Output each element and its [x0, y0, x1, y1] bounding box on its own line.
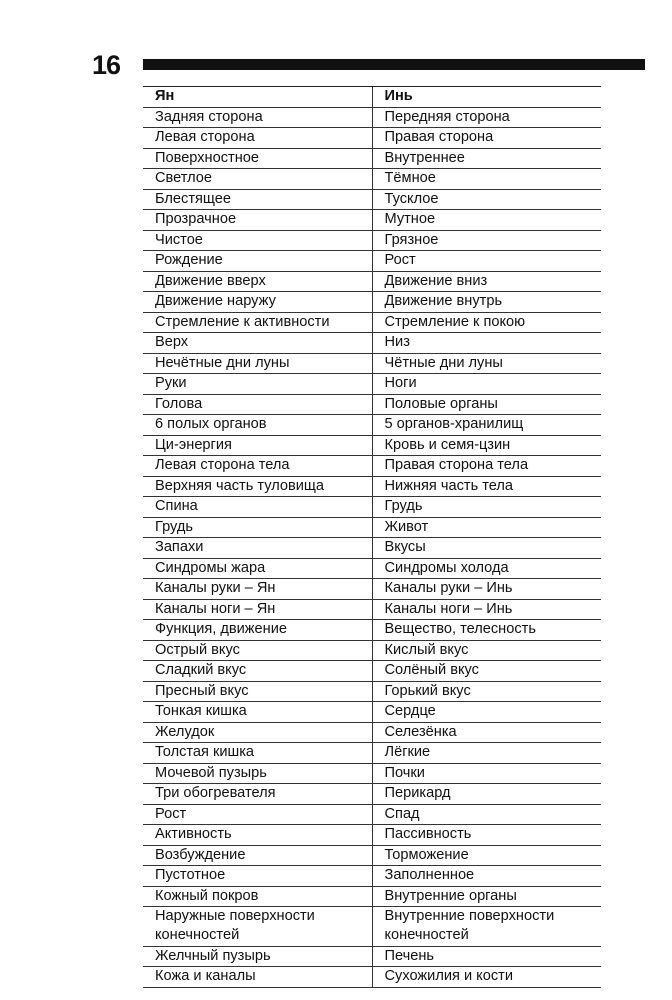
- table-row: [143, 805, 601, 826]
- cell-yang: Нечётные дни луны: [143, 354, 373, 374]
- table-row: [143, 661, 601, 682]
- cell-yin: Сердце: [384, 703, 436, 719]
- cell-yang: Три обогревателя: [143, 784, 373, 804]
- cell-yin: Солёный вкус: [384, 662, 479, 678]
- cell-yang: Поверхностное: [143, 149, 373, 169]
- cell-yang: Пресный вкус: [143, 682, 373, 702]
- cell-yin: Каналы ноги – Инь: [384, 600, 513, 617]
- cell-yang: Острый вкус: [143, 641, 373, 661]
- table-row: [143, 967, 601, 988]
- cell-yang: Левая сторона тела: [143, 456, 373, 476]
- cell-yin: Лёгкие: [384, 744, 431, 760]
- cell-yang: Пустотное: [143, 866, 373, 886]
- cell-yang: Рождение: [143, 251, 373, 271]
- cell-yang: Желудок: [143, 723, 373, 743]
- table-row: [143, 846, 601, 867]
- cell-yang: Руки: [143, 374, 373, 394]
- table-row: [143, 723, 601, 744]
- cell-yin: Торможение: [384, 846, 469, 863]
- yin-yang-table: [143, 86, 601, 988]
- table-row: [143, 641, 601, 662]
- cell-yang: Движение наружу: [143, 292, 373, 312]
- table-row: [143, 190, 601, 211]
- table-row: [143, 292, 601, 313]
- table-row: [143, 169, 601, 190]
- cell-yin: Грязное: [384, 231, 439, 248]
- table-row: [143, 395, 601, 416]
- cell-yin: Передняя сторона: [384, 108, 510, 125]
- cell-yin: Пассивность: [384, 826, 472, 842]
- cell-yin: Перикард: [384, 785, 451, 801]
- table-row: [143, 272, 601, 293]
- cell-yang: Кожа и каналы: [143, 967, 373, 987]
- cell-yang: Синдромы жара: [143, 559, 373, 579]
- cell-yang: Тонкая кишка: [143, 702, 373, 722]
- cell-yang: Движение вверх: [143, 272, 373, 292]
- cell-yang: Стремление к активности: [143, 313, 373, 333]
- cell-yin: Внутренние органы: [384, 887, 517, 904]
- table-row: [143, 210, 601, 231]
- cell-yang: Возбуждение: [143, 846, 373, 866]
- cell-yang: Каналы руки – Ян: [143, 579, 373, 599]
- cell-yin: Грудь: [384, 498, 423, 514]
- cell-yang: Толстая кишка: [143, 743, 373, 763]
- cell-yang: Желчный пузырь: [143, 947, 373, 967]
- cell-yin: Почки: [384, 764, 425, 781]
- cell-yin: Мутное: [384, 211, 436, 227]
- table-row: [143, 497, 601, 518]
- table-row: [143, 866, 601, 887]
- cell-yin: Кислый вкус: [384, 641, 469, 658]
- cell-yang: Сладкий вкус: [143, 661, 373, 681]
- cell-yang: Запахи: [143, 538, 373, 558]
- cell-yin: Чётные дни луны: [384, 354, 503, 371]
- cell-yang: Рост: [143, 805, 373, 825]
- table-row: [143, 743, 601, 764]
- cell-yang: Задняя сторона: [143, 108, 373, 128]
- table-header-row: [143, 87, 601, 108]
- table-row: [143, 128, 601, 149]
- cell-yin: Ноги: [384, 375, 417, 391]
- cell-yang: Функция, движение: [143, 620, 373, 640]
- table-row: [143, 333, 601, 354]
- table-row: [143, 600, 601, 621]
- cell-yang: Кожный покров: [143, 887, 373, 907]
- cell-yin: Правая сторона тела: [384, 457, 529, 473]
- cell-yang: Ци-энергия: [143, 436, 373, 456]
- table-row: [143, 784, 601, 805]
- cell-yin: Печень: [384, 947, 435, 964]
- cell-yin: Вещество, телесность: [384, 621, 536, 637]
- table-row: [143, 149, 601, 170]
- header-yang: Ян: [143, 87, 373, 107]
- table-row: [143, 947, 601, 968]
- table-row: [143, 436, 601, 457]
- cell-yin: Тусклое: [384, 190, 439, 207]
- table-row: [143, 251, 601, 272]
- cell-yang: Левая сторона: [143, 128, 373, 148]
- cell-yin: Нижняя часть тела: [384, 477, 514, 494]
- cell-yin: Вкусы: [384, 539, 426, 555]
- cell-yin: Живот: [384, 518, 429, 535]
- table-row: [143, 415, 601, 436]
- table-row: [143, 579, 601, 600]
- table-row: [143, 313, 601, 334]
- header-yin: Инь: [384, 88, 413, 104]
- cell-yin: Спад: [384, 805, 420, 822]
- table-row: [143, 620, 601, 641]
- cell-yin: Рост: [384, 252, 416, 268]
- page-number: 16: [92, 50, 121, 80]
- table-row: [143, 907, 601, 947]
- cell-yin: Внутренние поверхности конечностей: [384, 908, 555, 943]
- cell-yin: Каналы руки – Инь: [384, 580, 513, 596]
- cell-yin: Тёмное: [384, 170, 436, 186]
- cell-yang: Грудь: [143, 518, 373, 538]
- table-row: [143, 374, 601, 395]
- cell-yang: Каналы ноги – Ян: [143, 600, 373, 620]
- cell-yin: Движение внутрь: [384, 293, 503, 309]
- cell-yang: Голова: [143, 395, 373, 415]
- cell-yin: Синдромы холода: [384, 559, 509, 576]
- cell-yin: Правая сторона: [384, 129, 494, 145]
- cell-yin: Внутреннее: [384, 149, 465, 166]
- cell-yin: Половые органы: [384, 395, 498, 412]
- cell-yin: Низ: [384, 334, 410, 350]
- cell-yang: Блестящее: [143, 190, 373, 210]
- table-row: [143, 354, 601, 375]
- cell-yin: Сухожилия и кости: [384, 968, 513, 984]
- table-row: [143, 887, 601, 908]
- table-row: [143, 559, 601, 580]
- cell-yang: Светлое: [143, 169, 373, 189]
- table-row: [143, 682, 601, 703]
- cell-yang: 6 полых органов: [143, 415, 373, 435]
- cell-yang: Наружные поверхности конечностей: [143, 907, 373, 946]
- table-row: [143, 108, 601, 129]
- table-row: [143, 477, 601, 498]
- cell-yin: Стремление к покою: [384, 313, 526, 330]
- cell-yang: Чистое: [143, 231, 373, 251]
- table-row: [143, 231, 601, 252]
- cell-yang: Мочевой пузырь: [143, 764, 373, 784]
- cell-yang: Спина: [143, 497, 373, 517]
- table-row: [143, 518, 601, 539]
- table-row: [143, 456, 601, 477]
- cell-yin: Заполненное: [384, 867, 475, 883]
- cell-yin: Селезёнка: [384, 723, 457, 740]
- cell-yang: Верх: [143, 333, 373, 353]
- cell-yin: Горький вкус: [384, 682, 471, 699]
- cell-yin: Движение вниз: [384, 272, 488, 289]
- cell-yin: Кровь и семя-цзин: [384, 436, 511, 453]
- header-rule: [143, 59, 645, 70]
- table-row: [143, 538, 601, 559]
- cell-yang: Верхняя часть туловища: [143, 477, 373, 497]
- table-row: [143, 702, 601, 723]
- cell-yang: Активность: [143, 825, 373, 845]
- cell-yin: 5 органов-хранилищ: [384, 416, 524, 432]
- cell-yang: Прозрачное: [143, 210, 373, 230]
- table-row: [143, 825, 601, 846]
- table-row: [143, 764, 601, 785]
